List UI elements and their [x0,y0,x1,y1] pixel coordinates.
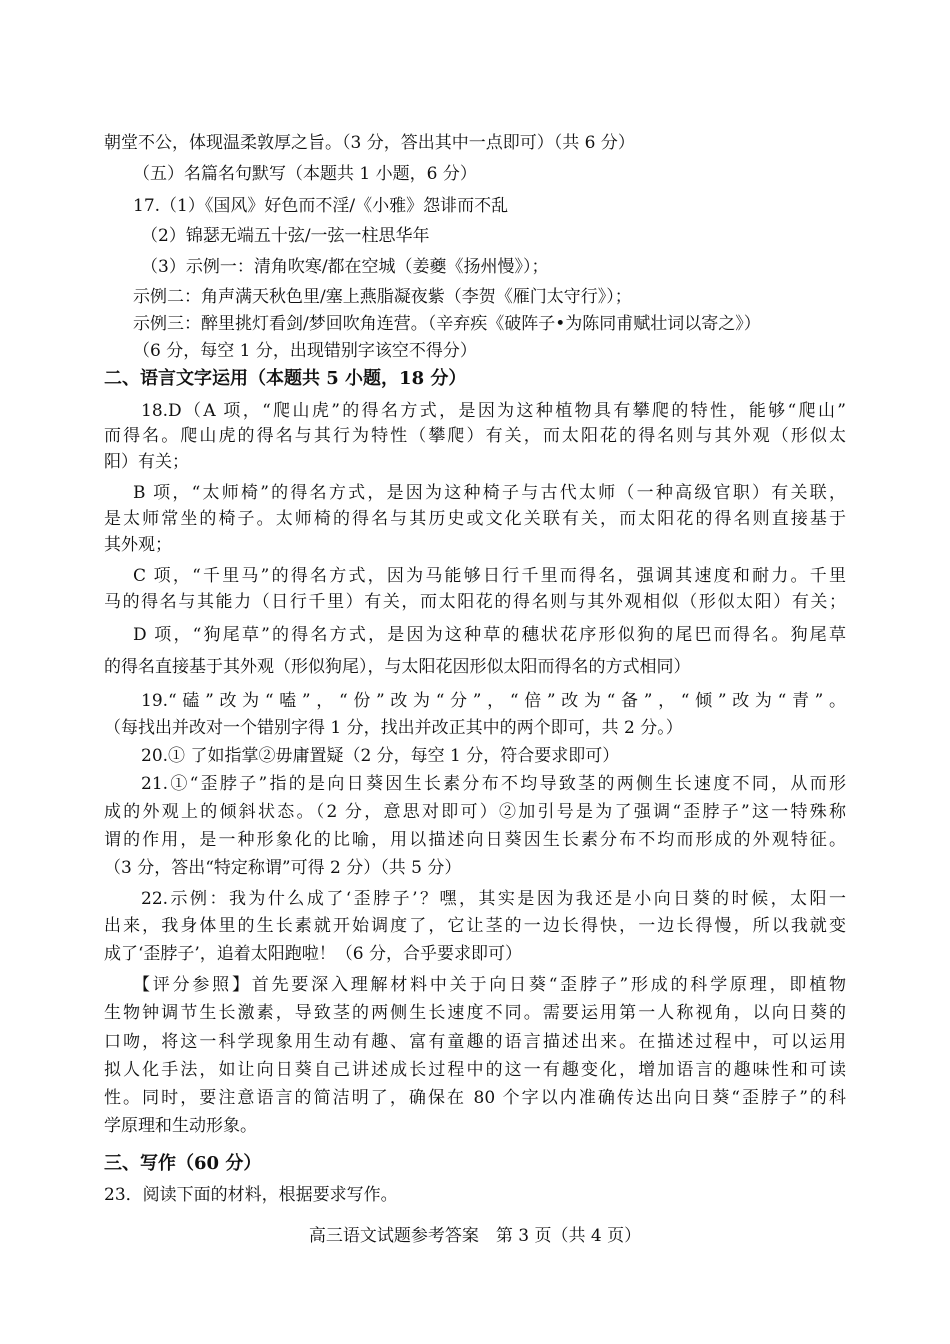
text-line: 23．阅读下面的材料，根据要求写作。 [104,1185,398,1205]
text-line: （3 分，答出“特定称谓”可得 2 分）（共 5 分） [104,858,462,878]
text-line: 成的外观上的倾斜状态。（2 分，意思对即可）②加引号是为了强调“歪脖子”这一特殊称 [104,802,846,822]
section-heading: 二、语言文字运用（本题共 5 小题，18 分） [104,368,467,389]
text-line: 19.“磕”改为“嗑”，“份”改为“分”，“倍”改为“备”，“倾”改为“青”。 [141,691,846,711]
text-line: 而得名。爬山虎的得名与其行为特性（攀爬）有关，而太阳花的得名则与其外观（形似太 [104,426,846,446]
text-line: 成了‘歪脖子’，追着太阳跑啦！（6 分，合乎要求即可） [104,944,523,964]
text-line: 22.示例：我为什么成了‘歪脖子’？嘿，其实是因为我还是小向日葵的时候，太阳一 [141,889,846,909]
section-heading: 三、写作（60 分） [104,1153,262,1174]
text-line: 21.①“歪脖子”指的是向日葵因生长素分布不均导致茎的两侧生长速度不同，从而形 [141,774,846,794]
text-line: 拟人化手法，如让向日葵自己讲述成长过程中的这一有趣变化，增加语言的趣味性和可读 [104,1060,846,1080]
text-line: D 项，“狗尾草”的得名方式，是因为这种草的穗状花序形似狗的尾巴而得名。狗尾草 [133,625,846,645]
text-line: （6 分，每空 1 分，出现错别字该空不得分） [133,341,477,361]
text-line: （3）示例一：清角吹寒/都在空城（姜夔《扬州慢》）； [141,257,549,277]
text-line: 18.D（A 项，“爬山虎”的得名方式，是因为这种植物具有攀爬的特性，能够“爬山” [141,401,846,421]
text-line: 其外观； [104,535,172,555]
text-line: （2）锦瑟无端五十弦/一弦一柱思华年 [141,226,430,246]
text-line: 20.① 了如指掌②毋庸置疑（2 分，每空 1 分，符合要求即可） [141,746,620,766]
section-heading: （五）名篇名句默写（本题共 1 小题，6 分） [133,164,477,184]
text-line: 是太师常坐的椅子。太师椅的得名与其历史或文化关联有关，而太阳花的得名则直接基于 [104,509,846,529]
text-line: 谓的作用，是一种形象化的比喻，用以描述向日葵因生长素分布不均而形成的外观特征。 [104,830,846,850]
text-line: 示例二：角声满天秋色里/塞上燕脂凝夜紫（李贺《雁门太守行》）； [133,287,632,307]
text-line: 出来，我身体里的生长素就开始调度了，它让茎的一边长得快，一边长得慢，所以我就变 [104,916,846,936]
text-line: B 项，“太师椅”的得名方式，是因为这种椅子与古代太师（一种高级官职）有关联， [133,483,846,503]
text-line: 性。同时，要注意语言的简洁明了，确保在 80 个字以内准确传达出向日葵“歪脖子”的科 [104,1088,846,1108]
text-line: 口吻，将这一科学现象用生动有趣、富有童趣的语言描述出来。在描述过程中，可以运用 [104,1032,846,1052]
text-line: 示例三：醉里挑灯看剑/梦回吹角连营。（辛弃疾《破阵子•为陈同甫赋壮词以寄之》） [133,314,761,334]
text-line: 学原理和生动形象。 [104,1116,257,1136]
text-line: C 项，“千里马”的得名方式，因为马能够日行千里而得名，强调其速度和耐力。千里 [133,566,846,586]
text-line: （每找出并改对一个错别字得 1 分，找出并改正其中的两个即可，共 2 分。） [104,718,683,738]
text-line: 17.（1）《国风》好色而不淫/《小雅》怨诽而不乱 [133,196,509,216]
text-line: 【评分参照】首先要深入理解材料中关于向日葵“歪脖子”形成的科学原理，即植物 [133,975,846,995]
text-line: 的得名直接基于其外观（形似狗尾），与太阳花因形似太阳而得名的方式相同） [104,657,691,677]
text-line: 阳）有关； [104,452,189,472]
page-footer: 高三语文试题参考答案 第 3 页（共 4 页） [308,1226,642,1246]
text-line: 朝堂不公，体现温柔敦厚之旨。（3 分，答出其中一点即可）（共 6 分） [104,133,635,153]
text-line: 马的得名与其能力（日行千里）有关，而太阳花的得名则与其外观相似（形似太阳）有关； [104,592,846,612]
text-line: 生物钟调节生长激素，导致茎的两侧生长速度不同。需要运用第一人称视角，以向日葵的 [104,1003,846,1023]
